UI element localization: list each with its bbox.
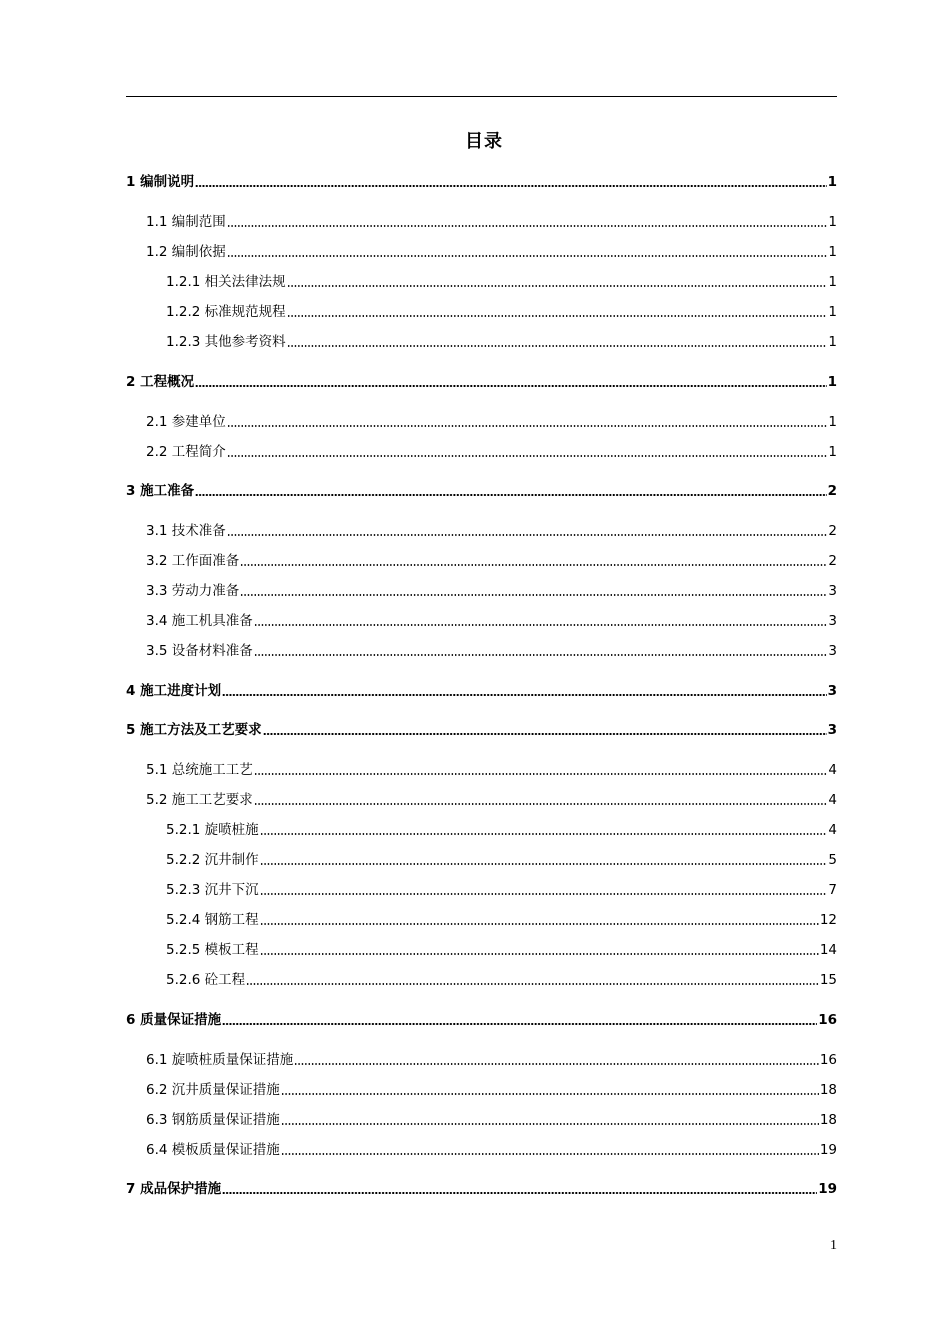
toc-entry-title: 2.1 参建单位 [146,413,226,430]
toc-entry-title: 1.1 编制范围 [146,214,226,230]
toc-entry-title: 6 质量保证措施 [126,1011,222,1028]
toc-entry-page: 19 [818,1181,837,1197]
toc-dot-leader [281,1153,819,1155]
toc-entry-title: 1.2.2 标准规范规程 [166,304,286,320]
toc-entry[interactable] [146,411,837,431]
toc-dot-leader [287,315,828,317]
toc-dot-leader [222,1192,817,1194]
toc-dot-leader [227,255,828,257]
toc-entry-title: 1.2.3 其他参考资料 [166,334,286,350]
toc-entry[interactable] [146,789,837,809]
toc-dot-leader [195,385,827,387]
toc-entry-page: 15 [819,972,837,988]
toc-entry-title: 3.4 施工机具准备 [146,613,253,629]
toc-dot-leader [246,983,819,985]
toc-entry-title: 5.2.3 沉井下沉 [166,882,259,898]
toc-entry[interactable] [126,719,837,739]
toc-entry-title: 6.3 钢筋质量保证措施 [146,1111,280,1128]
toc-entry-page: 4 [828,822,837,838]
toc-entry-title: 3 施工准备 [126,483,195,499]
toc-entry[interactable] [166,819,837,839]
toc-dot-leader [227,225,828,227]
toc-dot-leader [222,694,827,696]
toc-entry-title: 5.2.2 沉井制作 [166,852,259,868]
toc-entry-page: 18 [819,1081,837,1098]
toc-entry[interactable] [146,610,837,630]
toc-entry-title: 4 施工进度计划 [126,682,222,699]
toc-entry-page: 2 [828,523,837,539]
toc-entry-page: 5 [828,852,837,868]
toc-dot-leader [263,733,827,735]
toc-entry-title: 6.2 沉井质量保证措施 [146,1081,280,1098]
toc-entry-title: 3.5 设备材料准备 [146,643,253,659]
toc-dot-leader [287,285,828,287]
toc-entry-page: 1 [828,304,837,320]
toc-entry[interactable] [166,331,837,351]
toc-entry-page: 1 [827,373,837,390]
toc-entry-page: 14 [819,942,837,958]
toc-entry-title: 1.2.1 相关法律法规 [166,274,286,290]
toc-entry-page: 1 [828,274,837,290]
toc-dot-leader [227,425,828,427]
toc-entry-page: 3 [828,613,837,629]
toc-dot-leader [254,654,828,656]
toc-entry-title: 5.2.5 模板工程 [166,942,259,958]
toc-dot-leader [222,1023,817,1025]
toc-entry-page: 3 [828,643,837,659]
toc-entry-page: 19 [819,1141,837,1158]
toc-dot-leader [294,1063,819,1065]
toc-entry-page: 2 [827,483,837,499]
toc-dot-leader [281,1123,819,1125]
toc-entry-title: 5.2 施工工艺要求 [146,792,253,808]
toc-entry-page: 1 [828,443,837,460]
toc-entry-title: 5 施工方法及工艺要求 [126,722,262,738]
toc-entry[interactable] [166,909,837,929]
toc-dot-leader [227,455,828,457]
toc-entry[interactable] [146,580,837,600]
toc-entry-title: 1.2 编制依据 [146,244,226,260]
toc-dot-leader [240,594,827,596]
toc-entry[interactable] [146,1109,837,1129]
toc-dot-leader [195,185,827,187]
toc-entry[interactable] [126,1009,837,1029]
toc-entry-title: 5.1 总统施工工艺 [146,762,253,778]
toc-entry-title: 5.2.6 砼工程 [166,972,246,988]
toc-dot-leader [260,893,828,895]
toc-dot-leader [254,803,828,805]
toc-entry-title: 3.2 工作面准备 [146,553,240,569]
toc-entry-page: 1 [828,413,837,430]
toc-entry-page: 7 [828,882,837,898]
toc-entry[interactable] [146,520,837,540]
toc-dot-leader [240,564,827,566]
toc-entry[interactable] [146,211,837,231]
toc-entry-page: 16 [818,1011,837,1028]
toc-entry[interactable] [166,301,837,321]
toc-entry-page: 4 [828,762,837,778]
toc-entry-title: 6.4 模板质量保证措施 [146,1141,280,1158]
toc-entry-title: 3.1 技术准备 [146,523,226,539]
toc-entry-page: 2 [828,553,837,569]
toc-entry[interactable] [146,759,837,779]
toc-entry-title: 3.3 劳动力准备 [146,583,240,599]
toc-entry-page: 3 [827,722,837,738]
toc-dot-leader [195,494,827,496]
toc-entry[interactable] [126,680,837,700]
toc-entry[interactable] [166,271,837,291]
toc-entry-page: 1 [828,214,837,230]
toc-entry-page: 4 [828,792,837,808]
toc-entry[interactable] [146,241,837,261]
toc-entry[interactable] [146,1079,837,1099]
toc-entry-title: 2 工程概况 [126,373,195,390]
toc-entry[interactable] [146,1049,837,1069]
toc-entry-title: 6.1 旋喷桩质量保证措施 [146,1051,294,1068]
toc-entry[interactable] [126,1178,837,1198]
toc-entry[interactable] [166,969,837,989]
toc-entry-page: 3 [828,583,837,599]
toc-title: 目录 [465,131,503,152]
toc-entry[interactable] [146,441,837,461]
toc-dot-leader [254,773,828,775]
toc-entry-title: 5.2.4 钢筋工程 [166,912,259,928]
toc-entry-page: 1 [827,174,837,190]
toc-dot-leader [260,953,819,955]
toc-entry[interactable] [126,171,837,191]
toc-entry-title: 5.2.1 旋喷桩施 [166,822,259,838]
toc-entry-page: 12 [819,912,837,928]
toc-entry[interactable] [166,849,837,869]
toc-dot-leader [260,923,819,925]
toc-dot-leader [281,1093,819,1095]
toc-entry-title: 2.2 工程简介 [146,443,226,460]
toc-entry[interactable] [126,371,837,391]
toc-entry[interactable] [146,550,837,570]
toc-entry-page: 16 [819,1051,837,1068]
toc-entry-page: 18 [819,1111,837,1128]
toc-entry[interactable] [146,640,837,660]
toc-entry[interactable] [146,1139,837,1159]
toc-entry-page: 1 [828,334,837,350]
toc-entry-title: 1 编制说明 [126,174,195,190]
toc-dot-leader [260,833,828,835]
toc-entry-page: 3 [827,682,837,699]
toc-dot-leader [287,345,828,347]
page-number: 1 [830,1238,837,1253]
toc-dot-leader [260,863,828,865]
toc-entry[interactable] [166,939,837,959]
toc-dot-leader [254,624,828,626]
toc-entry[interactable] [166,879,837,899]
toc-dot-leader [227,534,828,536]
toc-entry[interactable] [126,480,837,500]
toc-entry-title: 7 成品保护措施 [126,1181,222,1197]
toc-entry-page: 1 [828,244,837,260]
